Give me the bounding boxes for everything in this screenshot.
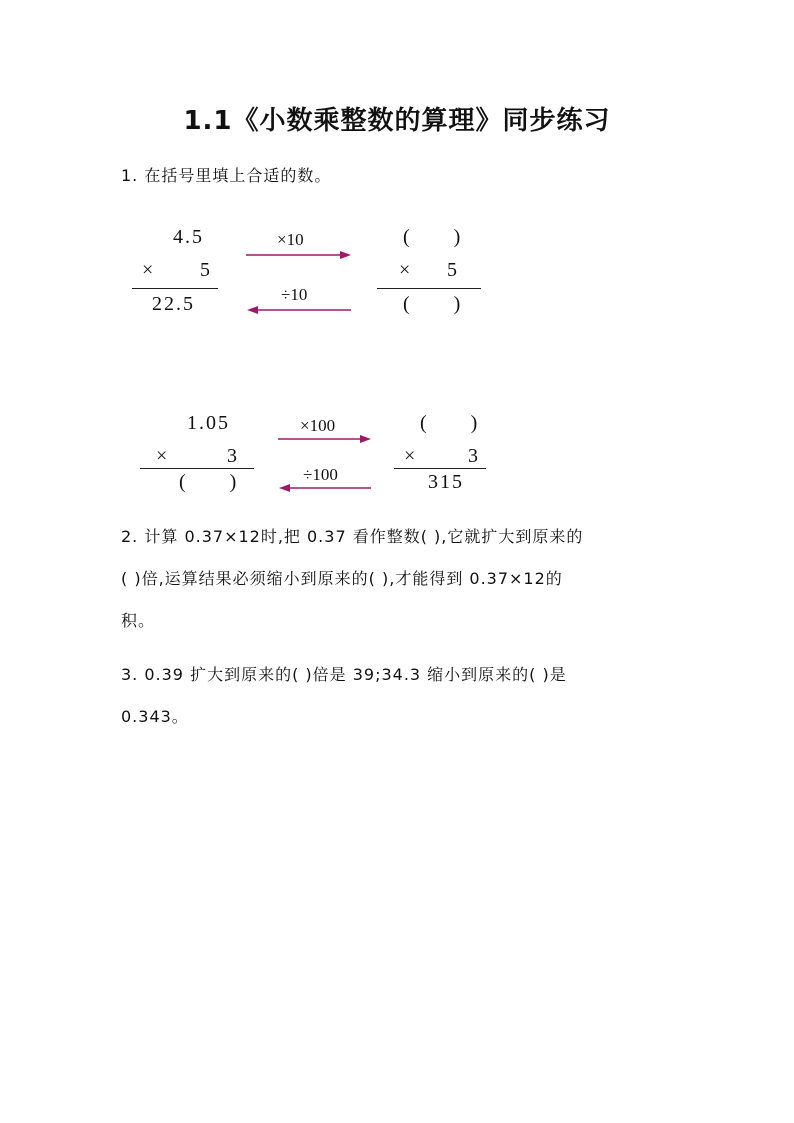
question-1-prompt: 1. 在括号里填上合适的数。 bbox=[121, 166, 332, 185]
right-arrow-icon bbox=[277, 433, 373, 445]
forward-operation-label: ×10 bbox=[277, 230, 304, 249]
sum-line bbox=[377, 288, 481, 289]
backward-operation-label: ÷100 bbox=[303, 465, 338, 484]
question-3-line-2: 0.343。 bbox=[121, 707, 189, 726]
calc-2-left bbox=[138, 412, 258, 507]
multiplier: 5 bbox=[447, 259, 459, 281]
product: 315 bbox=[428, 471, 464, 493]
multiplicand: 1.05 bbox=[187, 412, 230, 434]
question-2 bbox=[121, 516, 681, 642]
backward-operation-label: ÷10 bbox=[281, 285, 308, 304]
left-arrow-icon bbox=[277, 482, 373, 494]
sum-line bbox=[140, 468, 254, 469]
times-sign: × bbox=[156, 445, 170, 467]
calc-1-right bbox=[375, 226, 485, 321]
sum-line bbox=[394, 468, 486, 469]
times-sign: × bbox=[399, 259, 413, 281]
multiplier: 3 bbox=[468, 445, 480, 467]
question-3 bbox=[121, 654, 681, 738]
right-arrow-icon bbox=[245, 249, 353, 261]
forward-operation-label: ×100 bbox=[300, 416, 336, 435]
question-2-line-1: 2. 计算 0.37×12时,把 0.37 看作整数( ),它就扩大到原来的 bbox=[121, 527, 584, 546]
calc-1-left bbox=[130, 226, 222, 321]
multiplier: 5 bbox=[200, 259, 212, 281]
product: 22.5 bbox=[152, 293, 195, 315]
calc-2-right bbox=[392, 412, 492, 507]
sum-line bbox=[132, 288, 218, 289]
question-3-line-1: 3. 0.39 扩大到原来的( )倍是 39;34.3 缩小到原来的( )是 bbox=[121, 665, 567, 684]
blank-product: ( ) bbox=[179, 471, 239, 493]
left-arrow-icon bbox=[245, 304, 353, 316]
multiplicand: 4.5 bbox=[173, 226, 204, 248]
multiplier: 3 bbox=[227, 445, 239, 467]
blank-multiplicand: ( ) bbox=[403, 226, 463, 248]
blank-multiplicand: ( ) bbox=[420, 412, 480, 434]
page-title: 1.1《小数乘整数的算理》同步练习 bbox=[183, 106, 611, 136]
question-2-line-3: 积。 bbox=[121, 611, 156, 630]
times-sign: × bbox=[404, 445, 418, 467]
question-2-line-2: ( )倍,运算结果必须缩小到原来的( ),才能得到 0.37×12的 bbox=[121, 569, 563, 588]
times-sign: × bbox=[142, 259, 156, 281]
blank-product: ( ) bbox=[403, 293, 463, 315]
